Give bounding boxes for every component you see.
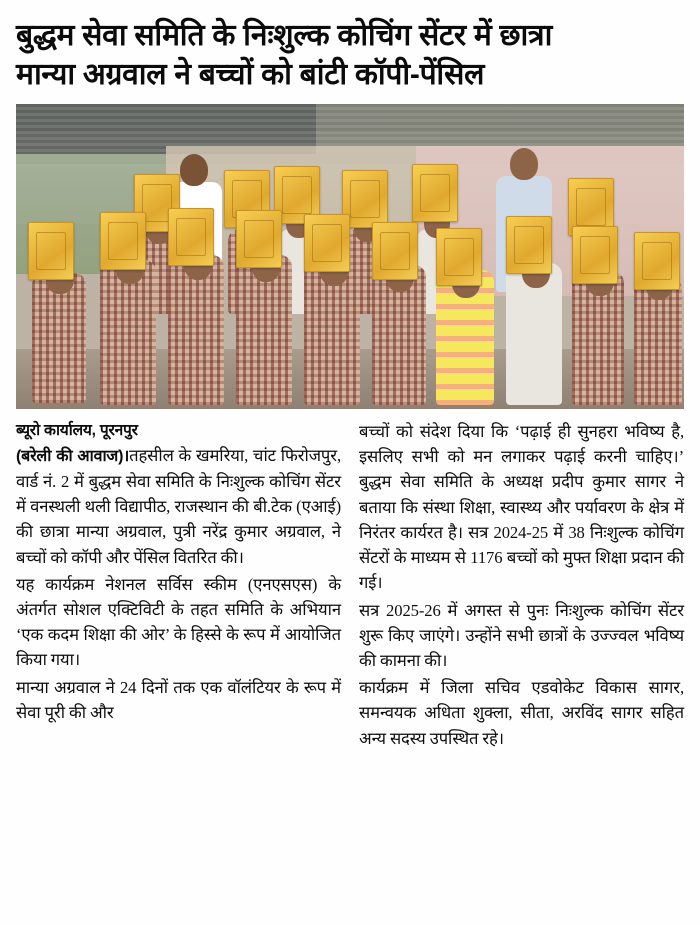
- article-body: [16, 419, 684, 753]
- photo-notebook: [412, 164, 458, 222]
- photo-adult-teacher-head: [180, 154, 208, 186]
- photo-background: [16, 104, 684, 409]
- photo-notebook: [506, 216, 552, 274]
- article-column-left: [16, 419, 341, 753]
- headline-line-2: मान्या अग्रवाल ने बच्चों को बांटी कॉपी-पेंसिल: [16, 58, 485, 91]
- photo-notebook: [100, 212, 146, 270]
- byline-line-1: ब्यूरो कार्यालय, पूरनपुर: [16, 422, 138, 439]
- right-paragraph-1: बच्चों को संदेश दिया कि ‘पढ़ाई ही सुनहरा भविष्य है, इसलिए सभी को मन लगाकर पढ़ाई करनी चाहिए।’ बुद्धम सेवा समिति के अध्यक्ष प्रदीप कुमार सागर ने बताया कि संस्था शिक्षा, स्वास्थ्य और पर्यावरण के क्षेत्र में निरंतर कार्यरत है। सत्र 2024-25 में 38 निःशुल्क कोचिंग सेंटरों के माध्यम से 1176 बच्चों को मुफ्त शिक्षा प्रदान की गई।: [359, 422, 684, 593]
- photo-adult-student-head: [510, 148, 538, 180]
- byline-paragraph: [16, 419, 341, 570]
- left-paragraph-3: मान्या अग्रवाल ने 24 दिनों तक एक वॉलंटियर के रूप में सेवा पूरी की और: [16, 677, 341, 722]
- right-paragraph-2: सत्र 2025-26 में अगस्त से पुनः निःशुल्क कोचिंग सेंटर शुरू किए जाएंगे। उन्होंने सभी छात्रों के उज्ज्वल भविष्य की कामना की।: [359, 600, 684, 670]
- photo-notebook: [572, 226, 618, 284]
- photo-notebook: [304, 214, 350, 272]
- article-column-right: [359, 419, 684, 753]
- photo-shutter-right: [316, 104, 684, 146]
- article-photo: [16, 104, 684, 409]
- photo-notebook: [436, 228, 482, 286]
- headline-line-1: बुद्धम सेवा समिति के निःशुल्क कोचिंग सेंटर में छात्रा: [16, 19, 553, 52]
- photo-notebook: [28, 222, 74, 280]
- left-paragraph-1: तहसील के खमरिया, चांट फिरोजपुर, वार्ड नं. 2 में बुद्धम सेवा समिति के निःशुल्क कोचिंग सेंटर में वनस्थली थली विद्यापीठ, राजस्थान की बी.टेक (एआई) की छात्रा मान्या अग्रवाल, पुत्री नरेंद्र कुमार अग्रवाल, ने बच्चों को कॉपी और पेंसिल वितरित की।: [16, 445, 341, 567]
- byline-line-2: (बरेली की आवाज)।: [16, 447, 130, 465]
- left-paragraph-2: यह कार्यक्रम नेशनल सर्विस स्कीम (एनएसएस) के अंतर्गत सोशल एक्टिविटी के तहत समिति के अभियान ‘एक कदम शिक्षा की ओर’ के हिस्से के रूप में आयोजित किया गया।: [16, 574, 341, 670]
- photo-notebook: [236, 210, 282, 268]
- photo-notebook: [634, 232, 680, 290]
- photo-notebook: [168, 208, 214, 266]
- page-title: [16, 16, 684, 94]
- right-paragraph-3: कार्यक्रम में जिला सचिव एडवोकेट विकास सागर, समन्वयक अधिता शुक्ला, सीता, अरविंद सागर सहित अन्य सदस्य उपस्थित रहे।: [359, 678, 684, 748]
- photo-notebook: [372, 222, 418, 280]
